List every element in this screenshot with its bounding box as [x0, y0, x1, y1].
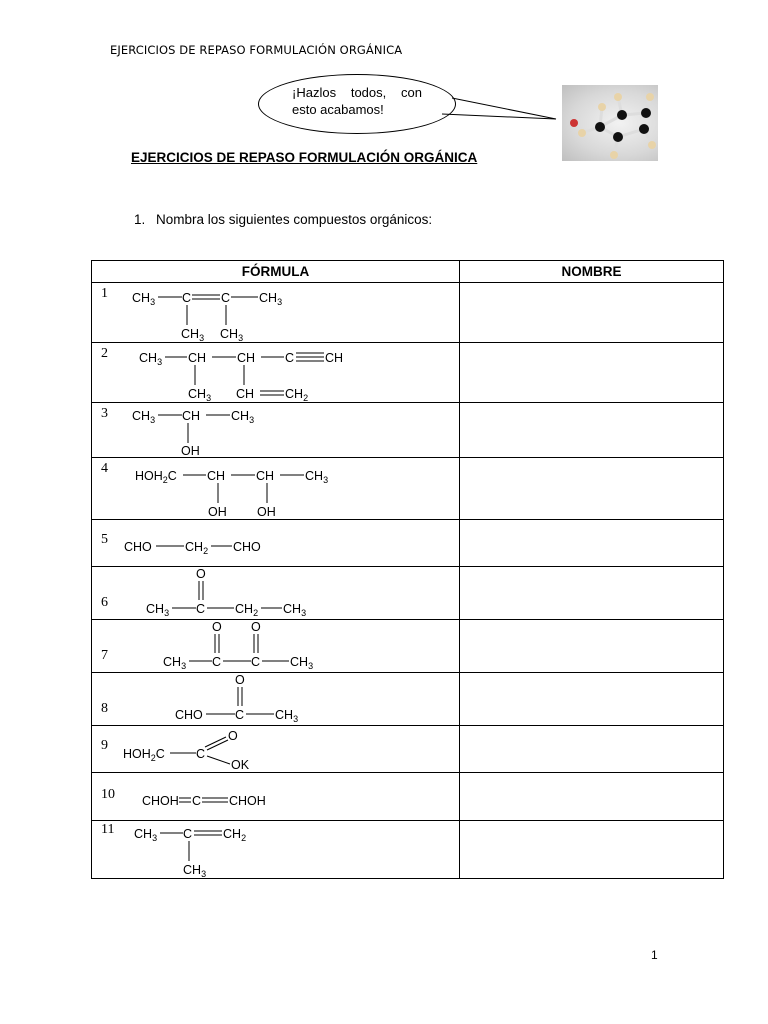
question-text: Nombra los siguientes compuestos orgánicos:	[156, 212, 433, 227]
formula-column-header: FÓRMULA	[92, 261, 460, 283]
svg-text:CH2: $CH_2$	[185, 540, 209, 556]
atom: O	[251, 620, 261, 634]
row-number: 4	[101, 461, 108, 476]
row-number: 11	[101, 822, 115, 837]
table-row	[92, 403, 724, 458]
atom: CH	[207, 469, 226, 483]
atom: CH	[305, 469, 324, 483]
atom: CH	[237, 351, 256, 365]
svg-text:CH3: $CH_3$	[231, 409, 255, 425]
atom: CH	[275, 708, 294, 722]
svg-text:CH2: $CH_2$	[223, 827, 247, 843]
page-title: EJERCICIOS DE REPASO FORMULACIÓN ORGÁNICA	[131, 150, 478, 165]
atom: CHO	[124, 540, 152, 554]
name-column-header: NOMBRE	[460, 261, 724, 283]
formula-8	[92, 673, 458, 726]
svg-text:CH3: $CH_3$	[188, 387, 212, 403]
formula-3	[92, 403, 458, 458]
page-header: EJERCICIOS DE REPASO FORMULACIÓN ORGÁNICA	[110, 43, 403, 57]
row-number: 7	[101, 648, 108, 663]
row-number: 5	[101, 532, 108, 547]
atom: C	[212, 655, 222, 669]
question-1	[134, 212, 432, 227]
atom: CH	[188, 351, 207, 365]
atom: CH	[183, 863, 202, 877]
name-cell[interactable]	[460, 773, 724, 821]
table-row	[92, 620, 724, 673]
atom: CH	[231, 409, 250, 423]
svg-text:CH3: $CH_3$	[305, 469, 329, 485]
atom: C	[221, 291, 231, 305]
formula-9	[92, 726, 458, 773]
formula-cell	[92, 726, 460, 773]
atom: CH	[256, 469, 275, 483]
formula-7	[92, 620, 458, 673]
row-number: 10	[101, 787, 115, 802]
atom: CH	[181, 327, 200, 341]
formula-11	[92, 821, 458, 879]
atom: CHOH	[142, 794, 179, 808]
table-row	[92, 773, 724, 821]
formula-10	[92, 773, 458, 821]
svg-text:CH3: $CH_3$	[132, 291, 156, 307]
svg-text:CH2: $CH_2$	[285, 387, 309, 403]
svg-text:CH3: $CH_3$	[275, 708, 299, 724]
formula-table	[91, 260, 724, 879]
atom: C	[196, 747, 206, 761]
formula-cell	[92, 403, 460, 458]
row-number: 6	[101, 595, 108, 610]
formula-cell	[92, 458, 460, 520]
atom: CH	[283, 602, 302, 616]
row-number: 1	[101, 286, 108, 301]
atom: C	[182, 291, 192, 305]
table-row	[92, 458, 724, 520]
formula-cell	[92, 821, 460, 879]
formula-5	[92, 520, 458, 567]
atom: CH	[220, 327, 239, 341]
name-cell[interactable]	[460, 673, 724, 726]
row-number: 9	[101, 738, 108, 753]
atom: CH	[235, 602, 254, 616]
atom: HOH	[135, 469, 163, 483]
atom: CH	[290, 655, 309, 669]
atom: C	[235, 708, 245, 722]
atom: OH	[257, 505, 276, 519]
name-cell[interactable]	[460, 620, 724, 673]
atom: CH	[134, 827, 153, 841]
svg-text:CH3: $CH_3$	[134, 827, 158, 843]
atom: CH	[223, 827, 242, 841]
formula-cell	[92, 283, 460, 343]
formula-1	[92, 283, 458, 343]
atom: CH	[188, 387, 207, 401]
atom: CHO	[233, 540, 261, 554]
atom: CH	[132, 291, 151, 305]
atom: C	[183, 827, 193, 841]
molecule-model-image	[562, 85, 658, 161]
svg-text:CH3: $CH_3$	[146, 602, 170, 618]
atom: CH	[259, 291, 278, 305]
atom: C	[285, 351, 295, 365]
svg-text:CH2: $CH_2$	[235, 602, 259, 618]
atom: CHOH	[229, 794, 266, 808]
atom: C	[251, 655, 261, 669]
svg-text:HOH2C: $HOH_2C$	[135, 469, 177, 485]
svg-text:CH3: $CH_3$	[259, 291, 283, 307]
formula-6	[92, 567, 458, 620]
name-cell[interactable]	[460, 283, 724, 343]
svg-text:CH3: $CH_3$	[220, 327, 244, 343]
svg-text:CH3: $CH_3$	[163, 655, 187, 671]
row-number: 8	[101, 701, 108, 716]
page-number: 1	[651, 948, 658, 962]
atom: CH	[182, 409, 201, 423]
atom: HOH	[123, 747, 151, 761]
table-row	[92, 283, 724, 343]
speech-bubble-text: ¡Hazlos todos, con esto acabamos!	[292, 85, 422, 117]
atom: O	[212, 620, 222, 634]
formula-4	[92, 458, 458, 520]
atom: CHO	[175, 708, 203, 722]
svg-text:CH3: $CH_3$	[283, 602, 307, 618]
atom: CH	[185, 540, 204, 554]
atom: OH	[181, 444, 200, 458]
formula-cell	[92, 773, 460, 821]
table-row	[92, 821, 724, 879]
svg-text:CH3: $CH_3$	[139, 351, 163, 367]
atom: CH	[146, 602, 165, 616]
name-cell[interactable]	[460, 403, 724, 458]
svg-text:CH3: $CH_3$	[132, 409, 156, 425]
atom: C	[192, 794, 202, 808]
formula-cell	[92, 567, 460, 620]
table-header-row	[92, 261, 724, 283]
formula-cell	[92, 343, 460, 403]
table-row	[92, 567, 724, 620]
svg-text:CH3: $CH_3$	[183, 863, 207, 879]
atom: O	[228, 729, 238, 743]
atom: OH	[208, 505, 227, 519]
atom: CH	[325, 351, 344, 365]
atom: CH	[139, 351, 158, 365]
name-cell[interactable]	[460, 458, 724, 520]
name-cell[interactable]	[460, 821, 724, 879]
question-number: 1.	[134, 212, 146, 227]
row-number: 2	[101, 346, 108, 361]
table-row	[92, 726, 724, 773]
table-row	[92, 673, 724, 726]
svg-text:HOH2C: $HOH_2C$	[123, 747, 165, 763]
atom: CH	[236, 387, 255, 401]
atom: CH	[285, 387, 304, 401]
atom: CH	[132, 409, 151, 423]
formula-2	[92, 343, 458, 403]
name-cell[interactable]	[460, 726, 724, 773]
atom: O	[196, 567, 206, 581]
atom: CH	[163, 655, 182, 669]
name-cell[interactable]	[460, 343, 724, 403]
table-row	[92, 520, 724, 567]
formula-cell	[92, 620, 460, 673]
atom: OK	[231, 758, 250, 772]
name-cell[interactable]	[460, 567, 724, 620]
atom: C	[196, 602, 206, 616]
formula-cell	[92, 520, 460, 567]
svg-text:CH3: $CH_3$	[181, 327, 205, 343]
name-cell[interactable]	[460, 520, 724, 567]
table-row	[92, 343, 724, 403]
formula-cell	[92, 673, 460, 726]
svg-text:CH3: $CH_3$	[290, 655, 314, 671]
atom: O	[235, 673, 245, 687]
row-number: 3	[101, 406, 108, 421]
